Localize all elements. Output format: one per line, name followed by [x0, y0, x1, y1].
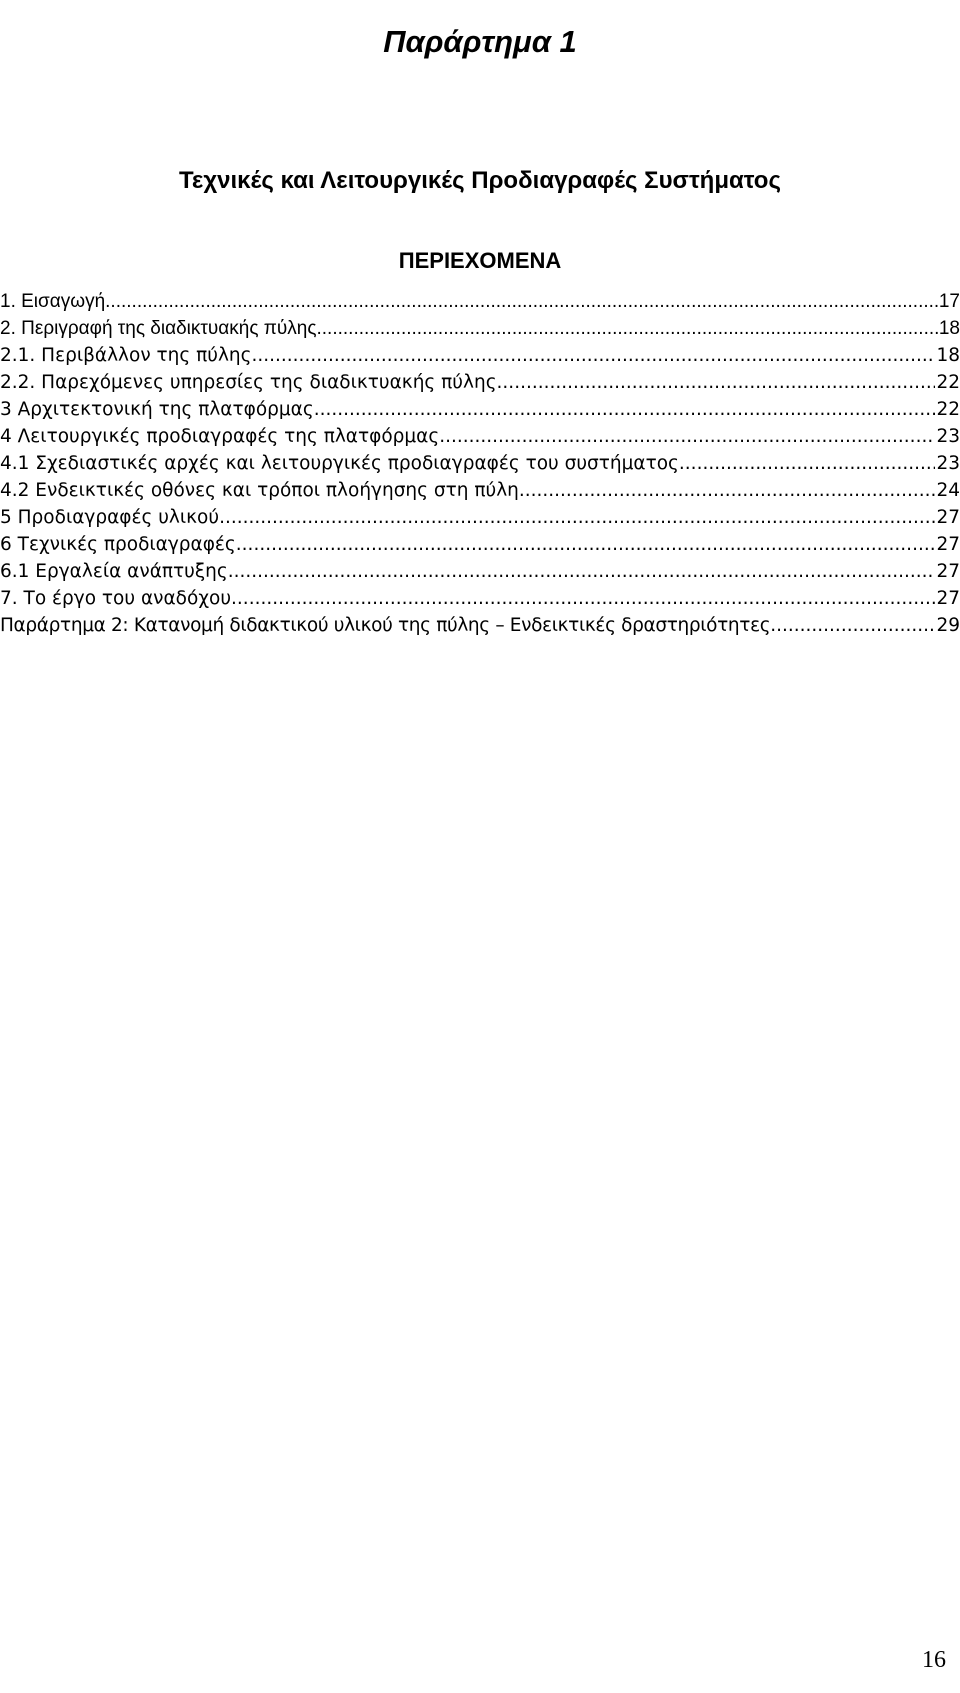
toc-leader-dots — [314, 396, 936, 423]
toc-leader-dots — [231, 585, 935, 612]
toc-entry-page: 29 — [936, 615, 960, 636]
toc-entry-page: 18 — [938, 318, 960, 339]
toc-entry-title: 2. Περιγραφή της διαδικτυακής πύλης — [0, 318, 317, 339]
toc-entry-page: 27 — [936, 588, 960, 609]
toc-entry-appendix-2[interactable] — [0, 612, 960, 639]
toc-leader-dots — [439, 423, 935, 450]
toc-entry-title: 2.2. Παρεχόμενες υπηρεσίες της διαδικτυακής πύλης — [0, 372, 497, 393]
toc-entry-functional-specs[interactable] — [0, 423, 960, 450]
toc-entry-page: 27 — [936, 561, 960, 582]
toc-leader-dots — [679, 450, 936, 477]
toc-entry-title: 5 Προδιαγραφές υλικού — [0, 507, 220, 528]
toc-entry-title: Παράρτημα 2: Κατανομή διδακτικού υλικού της πύλης – Ενδεικτικές δραστηριότητες — [0, 615, 771, 636]
toc-entry-page: 27 — [936, 534, 960, 555]
toc-entry-title: 3 Αρχιτεκτονική της πλατφόρμας — [0, 399, 314, 420]
toc-entry-title: 4.1 Σχεδιαστικές αρχές και λειτουργικές προδιαγραφές του συστήματος — [0, 453, 679, 474]
toc-leader-dots — [770, 612, 935, 639]
toc-entry-technical-specs[interactable] — [0, 531, 960, 558]
toc-entry-page: 27 — [936, 507, 960, 528]
toc-entry-page: 17 — [938, 291, 960, 312]
toc-entry-development-tools[interactable] — [0, 558, 960, 585]
toc-entry-contractor-work[interactable] — [0, 585, 960, 612]
toc-leader-dots — [252, 342, 936, 369]
toc-entry-page: 24 — [936, 480, 960, 501]
toc-leader-dots — [497, 369, 936, 396]
toc-leader-dots — [519, 477, 936, 504]
toc-entry-design-principles[interactable] — [0, 450, 960, 477]
toc-entry-portal-environment[interactable] — [0, 342, 960, 369]
toc-entry-page: 23 — [936, 453, 960, 474]
toc-entry-architecture[interactable] — [0, 396, 960, 423]
page-number: 16 — [922, 1647, 946, 1673]
document-title: Τεχνικές και Λειτουργικές Προδιαγραφές Συστήματος — [179, 166, 781, 194]
toc-entry-page: 18 — [936, 345, 960, 366]
toc-entry-hardware-specs[interactable] — [0, 504, 960, 531]
toc-leader-dots — [219, 504, 935, 531]
toc-entry-title: 1. Εισαγωγή — [0, 291, 106, 312]
toc-entry-introduction[interactable] — [0, 288, 960, 315]
toc-leader-dots — [317, 315, 938, 342]
toc-leader-dots — [228, 558, 936, 585]
toc-leader-dots — [105, 288, 938, 315]
toc-entry-title: 4.2 Ενδεικτικές οθόνες και τρόποι πλοήγησης στη πύλη — [0, 480, 519, 501]
toc-entry-title: 4 Λειτουργικές προδιαγραφές της πλατφόρμας — [0, 426, 440, 447]
toc-leader-dots — [236, 531, 936, 558]
toc-entry-title: 2.1. Περιβάλλον της πύλης — [0, 345, 252, 366]
table-of-contents — [0, 288, 960, 639]
toc-entry-portal-services[interactable] — [0, 369, 960, 396]
appendix-title: Παράρτημα 1 — [383, 23, 577, 59]
toc-entry-title: 6.1 Εργαλεία ανάπτυξης — [0, 561, 228, 582]
toc-entry-title: 7. Το έργο του αναδόχου — [0, 588, 232, 609]
toc-entry-page: 23 — [936, 426, 960, 447]
contents-heading: ΠΕΡΙΕΧΟΜΕΝΑ — [398, 248, 562, 273]
toc-entry-title: 6 Τεχνικές προδιαγραφές — [0, 534, 236, 555]
toc-entry-indicative-screens[interactable] — [0, 477, 960, 504]
toc-entry-page: 22 — [936, 399, 960, 420]
toc-entry-page: 22 — [936, 372, 960, 393]
toc-entry-portal-description[interactable] — [0, 315, 960, 342]
